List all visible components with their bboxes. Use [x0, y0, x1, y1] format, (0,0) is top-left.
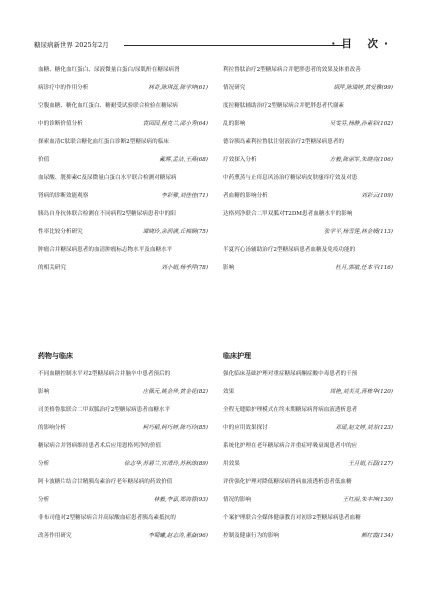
toc-entry — [223, 473, 393, 509]
toc-entry — [38, 509, 208, 545]
toc-entry — [223, 509, 393, 545]
entry-title-line: 影响 — [38, 389, 50, 395]
toc-entry — [38, 437, 208, 473]
toc-entry — [223, 401, 393, 437]
entry-title-line: 控制及健康行为的影响 — [223, 533, 279, 539]
toc-entry — [38, 169, 208, 205]
entry-authors-page: 柯巧稻,柯巧婷,陈巧玲(85) — [142, 425, 208, 431]
toc-column-bottom-right — [223, 348, 393, 545]
entry-authors-page: 徐志华,苏碧兰,官清玲,苏秋练(89) — [124, 461, 208, 467]
entry-authors-page: 林奇,陈琪蕊,陈学坤(61) — [148, 85, 208, 91]
entry-title-line: 分析 — [38, 461, 50, 467]
entry-authors-page: 颜红霞(134) — [361, 533, 393, 539]
entry-authors-page: 李蜀曦,赵志涛,董焱(96) — [148, 533, 208, 539]
entry-final-line — [38, 455, 208, 473]
entry-title-line: 系统化护理在老年糖尿病合并重症呼吸衰竭患者中的应 — [223, 443, 358, 449]
entry-title-line: 疗效探入分析 — [223, 157, 257, 163]
entry-title-line: 影响 — [223, 265, 235, 271]
entry-authors-page: 庄佩元,姚金珍,黄金花(82) — [142, 389, 208, 395]
entry-final-line — [223, 527, 393, 545]
entry-final-line — [223, 187, 393, 205]
entry-final-line — [38, 383, 208, 401]
entry-authors-page: 吴雯芬,杨静,孙素彩(102) — [329, 121, 393, 127]
entry-title-line: 改善作用研究 — [38, 533, 72, 539]
journal-issue: 糖尿病新世界 2025年2月 — [34, 41, 109, 49]
entry-title-line: 情况研究 — [223, 85, 246, 91]
toc-title: ·目 次· — [331, 38, 394, 50]
entry-final-line — [223, 79, 393, 97]
entry-authors-page: 戴辉,孟洁,王燕(68) — [159, 157, 208, 163]
entry-title-line: 中药熏蒸与止痒息风汤治疗糖尿病皮肤瘙痒疗效及对患 — [223, 175, 358, 181]
entry-authors-page: 杜月,郭敏,任本平(116) — [335, 265, 393, 271]
toc-entry — [223, 97, 393, 133]
entry-title-line: 阿卡波糖片结合甘精胰岛素治疗老年糖尿病的药效价值 — [38, 479, 173, 485]
entry-title-line: 分析 — [38, 497, 50, 503]
entry-title-line: 全程无缝隙护理模式在终末期糖尿病肾病血液透析患者 — [223, 407, 358, 413]
section-heading: 药物与临床 — [38, 352, 73, 360]
toc-column-bottom-left — [38, 348, 208, 545]
section-heading: 临床护理 — [223, 352, 251, 360]
entry-final-line — [38, 187, 208, 205]
toc-entry — [223, 133, 393, 169]
entry-title-line: 评价强化护理对降低糖尿病肾病血液透析患者低血糖 — [223, 479, 352, 485]
toc-entry — [38, 97, 208, 133]
entry-title-line: 半夏泻心汤辅助治疗2型糖尿病患者血糖及免疫功能的 — [223, 247, 356, 253]
toc-entry — [223, 365, 393, 401]
entry-title-line: 利拉鲁肽治疗2型糖尿病合并肥胖患者的效果及体重改善 — [223, 67, 361, 73]
entry-authors-page: 邓瑶,赵文婷,刘芳(123) — [335, 425, 393, 431]
entry-title-line: 中的应用效果探讨 — [223, 425, 268, 431]
entry-final-line — [223, 419, 393, 437]
entry-authors-page: 刘小娟,杨季萍(78) — [161, 265, 208, 271]
toc-entry — [223, 61, 393, 97]
entry-final-line — [223, 259, 393, 277]
entry-authors-page: 林毅,李嘉,郑海蓉(93) — [153, 497, 208, 503]
entry-title-line: 强化临床基础护理对重症糖尿病酮症酸中毒患者的干预 — [223, 371, 358, 377]
entry-title-line: 度拉糖肽辅助治疗2型糖尿病合并肥胖患者代谢紊 — [223, 103, 345, 109]
entry-final-line — [38, 419, 208, 437]
entry-authors-page: 王红丽,朱丰坤(130) — [342, 497, 393, 503]
entry-final-line — [38, 151, 208, 169]
toc-entry — [38, 241, 208, 277]
toc-entry — [223, 437, 393, 473]
toc-column-top-right — [223, 61, 393, 277]
entry-title-line: 糖尿病合并肾病维持患者术后应用恩格列净的价值 — [38, 443, 162, 449]
entry-title-line: 用效果 — [223, 461, 240, 467]
entry-title-line: 价值 — [38, 157, 50, 163]
entry-title-line: 的相关研究 — [38, 265, 66, 271]
entry-title-line: 达格列净联合二甲双胍对T2DM患者血糖水平的影响 — [223, 211, 353, 217]
entry-authors-page: 袁园园,程克兰,邵小秀(64) — [142, 121, 208, 127]
entry-final-line — [38, 79, 208, 97]
entry-final-line — [223, 223, 393, 241]
toc-entry — [38, 205, 208, 241]
entry-title-line: 德谷胰岛素利拉鲁肽注射液治疗2型糖尿病患者的 — [223, 139, 345, 145]
toc-entry — [38, 133, 208, 169]
entry-authors-page: 方毅,陈丽军,朱晓亮(106) — [329, 157, 393, 163]
entry-final-line — [223, 383, 393, 401]
header-rule — [124, 45, 344, 46]
entry-final-line — [223, 115, 393, 133]
toc-entry — [38, 365, 208, 401]
entry-title-line: 不同血糖控制水平对2型糖尿病合并脑卒中患者预后的 — [38, 371, 171, 377]
entry-title-line: 探索血清C肽联合糖化血红蛋白诊断2型糖尿病的临床 — [38, 139, 169, 145]
entry-title-line: 病诊疗中的作用分析 — [38, 85, 89, 91]
entry-title-line: 肿瘤合并糖尿病患者的血清肿瘤标志物水平及血糖水平 — [38, 247, 173, 253]
entry-final-line — [38, 491, 208, 509]
entry-authors-page: 周艳,刘芙灵,蒋栋华(120) — [329, 389, 393, 395]
entry-final-line — [223, 151, 393, 169]
entry-final-line — [38, 115, 208, 133]
toc-entry — [38, 473, 208, 509]
entry-title-line: 血尿酸、胱抑素C及尿微量白蛋白水平联合检测对糖尿病 — [38, 175, 177, 181]
entry-title-line: 血糖、糖化血红蛋白、尿液微量白蛋白/尿肌酐在糖尿病肾 — [38, 67, 180, 73]
page-header — [34, 30, 394, 54]
toc-entry — [38, 401, 208, 437]
entry-title-line: 者血糖的影响分析 — [223, 193, 268, 199]
entry-authors-page: 张学平,杨雪莲,林金媛(113) — [324, 229, 393, 235]
entry-final-line — [223, 455, 393, 473]
entry-title-line: 情况的影响 — [223, 497, 251, 503]
entry-title-line: 非布司他对2型糖尿病合并高尿酸血症患者胰岛素抵抗的 — [38, 515, 176, 521]
entry-title-line: 空腹血糖、糖化血红蛋白、糖耐受试验联合检验在糖尿病 — [38, 103, 178, 109]
entry-title-line: 中的诊断价值分析 — [38, 121, 83, 127]
entry-final-line — [223, 491, 393, 509]
toc-entry — [223, 241, 393, 277]
entry-authors-page: 李彩雅,刘佳佳(71) — [161, 193, 208, 199]
entry-final-line — [38, 223, 208, 241]
entry-title-line: 个案护理联合全媒体健康教育对初诊2型糖尿病患者血糖 — [223, 515, 361, 521]
entry-final-line — [38, 259, 208, 277]
entry-authors-page: 刘彩云(109) — [361, 193, 393, 199]
entry-final-line — [38, 527, 208, 545]
entry-authors-page: 谭晓玲,余润满,丘棉娴(75) — [142, 229, 208, 235]
toc-column-top-left — [38, 61, 208, 277]
entry-title-line: 胰岛自身抗体联合检测在不同病程2型糖尿病患者中的阳 — [38, 211, 176, 217]
entry-title-line: 司美格鲁肽联合二甲双胍治疗2型糖尿病患者血糖水平 — [38, 407, 171, 413]
entry-title-line: 效果 — [223, 389, 235, 395]
entry-authors-page: 王月娟,石磊(127) — [348, 461, 393, 467]
entry-title-line: 肾病的诊断效能观察 — [38, 193, 89, 199]
entry-title-line: 性率比较分析研究 — [38, 229, 83, 235]
toc-entry — [223, 169, 393, 205]
entry-title-line: 乱的影响 — [223, 121, 246, 127]
toc-entry — [223, 205, 393, 241]
entry-authors-page: 胡萍,陈瑞婷,黄爱雅(99) — [333, 85, 393, 91]
toc-entry — [38, 61, 208, 97]
entry-title-line: 的影响分析 — [38, 425, 66, 431]
